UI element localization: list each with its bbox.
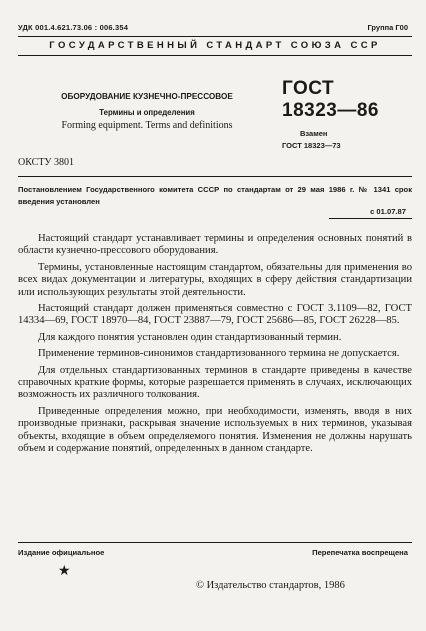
official-edition: Издание официальное (18, 548, 105, 557)
footer-rule (18, 542, 412, 543)
document-subtitle-ru: Термины и определения (99, 108, 195, 117)
top-rule (18, 36, 412, 37)
effective-date: с 01.07.87 (370, 207, 406, 216)
paragraph-2: Термины, установленные настоящим стандартом, обязательны для применения во всех видах документации и литературы, входящих в сферу действия стандартизации или использующих результаты этой деятельности. (18, 261, 412, 298)
okstu-rule (18, 176, 412, 177)
gost-number: 18323—86 (282, 100, 379, 121)
reprint-notice: Перепечатка воспрещена (312, 548, 408, 557)
udk-code: УДК 001.4.621.73.06 : 006.354 (18, 23, 129, 32)
paragraph-4: Для каждого понятия установлен один стандартизованный термин. (38, 331, 342, 343)
copyright: © Издательство стандартов, 1986 (196, 580, 345, 591)
decree-text: Постановлением Государственного комитета СССР по стандартам от 29 мая 1986 г. № 1341 срок введения установлен (18, 185, 412, 206)
standard-title: ГОСУДАРСТВЕННЫЙ СТАНДАРТ СОЮЗА ССР (49, 40, 381, 51)
gost-label: ГОСТ (282, 78, 335, 99)
paragraph-1: Настоящий стандарт устанавливает термины и определения основных понятий в области кузнечно-прессового оборудования. (18, 233, 412, 257)
paragraph-7: Приведенные определения можно, при необходимости, изменять, вводя в них производные признаки, раскрывая значение используемых в них терминов, указывая объекты, входящие в объем определяемого понятия. Изменения не должны нарушать объем и содержание понятий, определенных в данном стандарте. (18, 405, 412, 455)
body-text (18, 233, 412, 460)
star-icon: ★ (58, 564, 71, 579)
paragraph-5: Применение терминов-синонимов стандартизованного термина не допускается. (38, 348, 400, 360)
paragraph-3: Настоящий стандарт должен применяться совместно с ГОСТ 3.1109—82, ГОСТ 14334—69, ГОСТ 18970—84, ГОСТ 23887—79, ГОСТ 25686—85, ГОСТ 26228—85. (18, 303, 412, 327)
header-rule (18, 55, 412, 56)
paragraph-6: Для отдельных стандартизованных терминов в стандарте приведены в качестве справочных краткие формы, которые разрешается применять в случаях, исключающих возможность их различного толкования. (18, 364, 412, 401)
date-underline (329, 218, 412, 219)
replaces-value: ГОСТ 18323—73 (282, 141, 341, 150)
document-title-ru: ОБОРУДОВАНИЕ КУЗНЕЧНО-ПРЕССОВОЕ (61, 92, 233, 101)
group-code: Группа Г00 (367, 23, 408, 32)
okstu-code: ОКСТУ 3801 (18, 157, 75, 168)
document-title-en: Forming equipment. Terms and definitions (61, 120, 233, 131)
replaces-label: Взамен (300, 129, 328, 138)
